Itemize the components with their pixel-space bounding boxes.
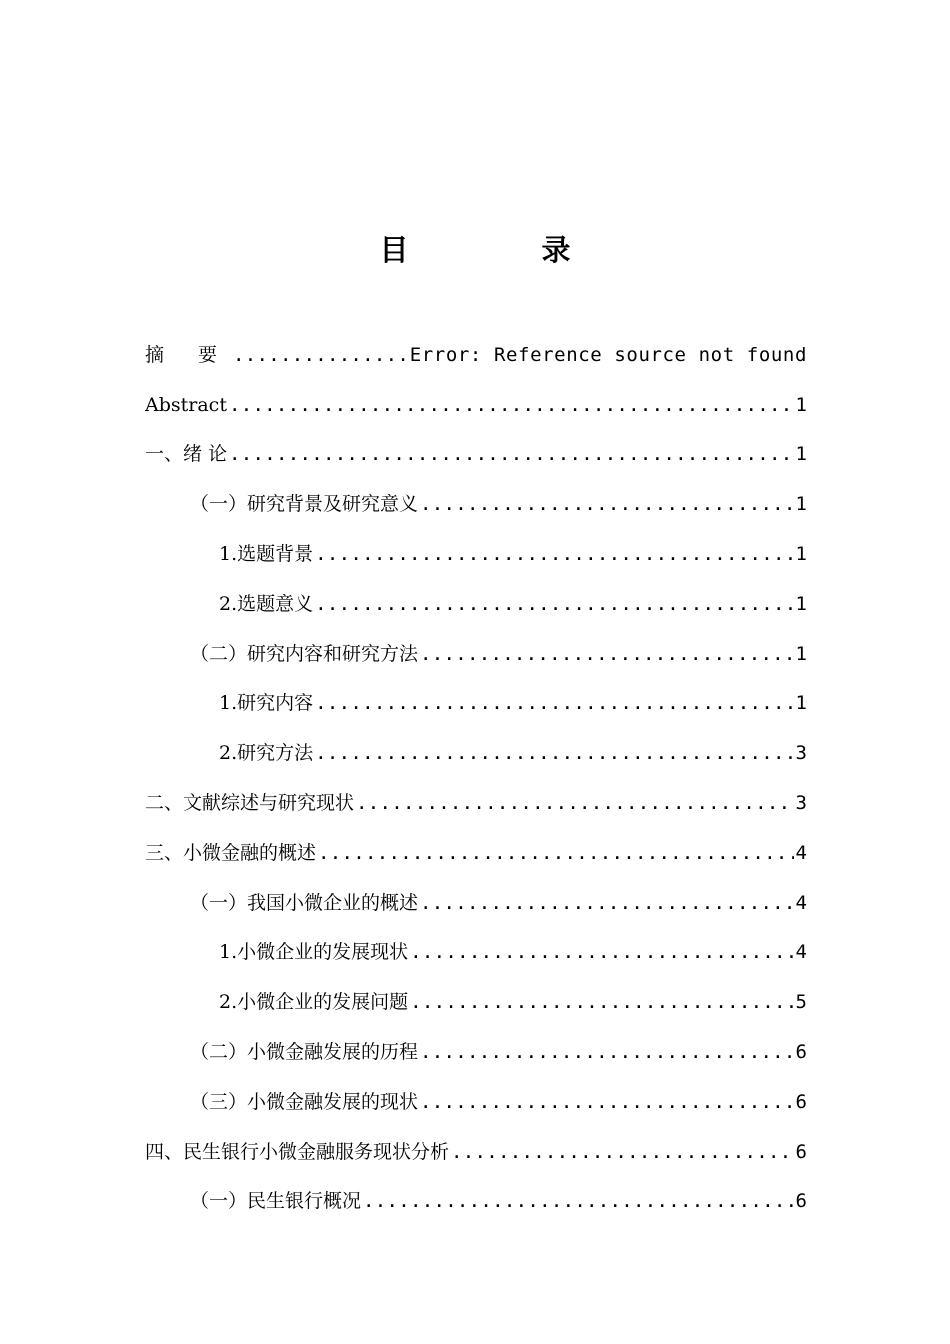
toc-entry-label: （一）民生银行概况 xyxy=(190,1190,362,1213)
toc-entry-chapter-2[interactable] xyxy=(145,778,807,828)
dot-leader xyxy=(229,441,794,467)
page-title: 目 录 xyxy=(379,233,623,267)
toc-entry-subsection-1-1-1[interactable] xyxy=(145,529,807,579)
toc-entry-label: 2.小微企业的发展问题 xyxy=(219,991,409,1014)
dot-leader xyxy=(315,541,793,567)
toc-entry-label: （一）研究背景及研究意义 xyxy=(190,493,419,516)
toc-entry-page: 1 xyxy=(795,642,807,665)
toc-entry-page: 1 xyxy=(795,393,807,416)
toc-entry-page: 1 xyxy=(795,443,807,466)
toc-entry-label: 二、文献综述与研究现状 xyxy=(145,792,355,815)
toc-entry-section-3-1[interactable] xyxy=(145,878,807,928)
toc-entry-page: 5 xyxy=(795,991,807,1014)
toc-entry-page: 6 xyxy=(795,1190,807,1213)
toc-entry-page: 1 xyxy=(795,493,807,516)
dot-leader xyxy=(420,1039,794,1065)
dot-leader xyxy=(420,641,794,667)
toc-entry-label: 2.选题意义 xyxy=(219,592,314,615)
toc-entry-page: 3 xyxy=(795,792,807,815)
toc-entry-page: 6 xyxy=(795,1140,807,1163)
toc-entry-label: （三）小微金融发展的现状 xyxy=(190,1090,419,1113)
dot-leader xyxy=(420,1089,794,1115)
toc-entry-label: 2.研究方法 xyxy=(219,742,314,765)
toc-entry-page: 3 xyxy=(795,742,807,765)
toc-entry-page: 6 xyxy=(795,1041,807,1064)
toc-entry-label: 1.小微企业的发展现状 xyxy=(219,941,409,964)
toc-entry-label: （二）研究内容和研究方法 xyxy=(190,642,419,665)
toc-entry-label: 三、小微金融的概述 xyxy=(145,841,317,864)
dot-leader xyxy=(318,840,794,866)
toc-entry-abstract-cn[interactable] xyxy=(145,330,807,380)
toc-entry-label: 摘 要 xyxy=(145,343,232,366)
toc-entry-section-1-2[interactable] xyxy=(145,629,807,679)
toc-entry-label: Abstract xyxy=(145,393,227,416)
dot-leader xyxy=(451,1139,794,1165)
toc-entry-section-1-1[interactable] xyxy=(145,479,807,529)
toc-entry-chapter-4[interactable] xyxy=(145,1127,807,1177)
toc-entry-page: 4 xyxy=(795,841,807,864)
toc-entry-label: 一、绪 论 xyxy=(145,443,228,466)
dot-leader xyxy=(410,989,793,1015)
toc-entry-page: 1 xyxy=(795,592,807,615)
toc-entry-abstract-en[interactable] xyxy=(145,380,807,430)
toc-entry-chapter-1[interactable] xyxy=(145,430,807,480)
dot-leader xyxy=(315,690,793,716)
toc-entry-page: 6 xyxy=(795,1090,807,1113)
toc-entry-subsection-1-1-2[interactable] xyxy=(145,579,807,629)
toc-entry-subsection-1-2-2[interactable] xyxy=(145,728,807,778)
dot-leader xyxy=(315,591,793,617)
toc-entry-subsection-3-1-2[interactable] xyxy=(145,977,807,1027)
toc-entry-label: 1.选题背景 xyxy=(219,543,314,566)
dot-leader xyxy=(315,740,793,766)
dot-leader xyxy=(420,491,794,517)
dot-leader xyxy=(233,342,408,368)
toc-entry-section-3-3[interactable] xyxy=(145,1077,807,1127)
toc-entry-subsection-3-1-1[interactable] xyxy=(145,928,807,978)
dot-leader xyxy=(229,392,794,418)
toc-entry-label: （二）小微金融发展的历程 xyxy=(190,1041,419,1064)
toc-entry-section-3-2[interactable] xyxy=(145,1027,807,1077)
toc-entry-label: 1.研究内容 xyxy=(219,692,314,715)
dot-leader xyxy=(356,790,794,816)
toc-entry-page: 4 xyxy=(795,941,807,964)
dot-leader xyxy=(410,939,793,965)
toc-entry-section-4-1[interactable] xyxy=(145,1177,807,1227)
toc-entry-label: （一）我国小微企业的概述 xyxy=(190,891,419,914)
toc-entry-page: 1 xyxy=(795,543,807,566)
dot-leader xyxy=(420,890,794,916)
dot-leader xyxy=(363,1188,794,1214)
toc-entry-page: Error: Reference source not found xyxy=(409,343,807,366)
toc-entry-chapter-3[interactable] xyxy=(145,828,807,878)
table-of-contents xyxy=(145,330,807,1226)
toc-entry-label: 四、民生银行小微金融服务现状分析 xyxy=(145,1140,450,1163)
toc-entry-page: 1 xyxy=(795,692,807,715)
toc-entry-page: 4 xyxy=(795,891,807,914)
toc-entry-subsection-1-2-1[interactable] xyxy=(145,679,807,729)
